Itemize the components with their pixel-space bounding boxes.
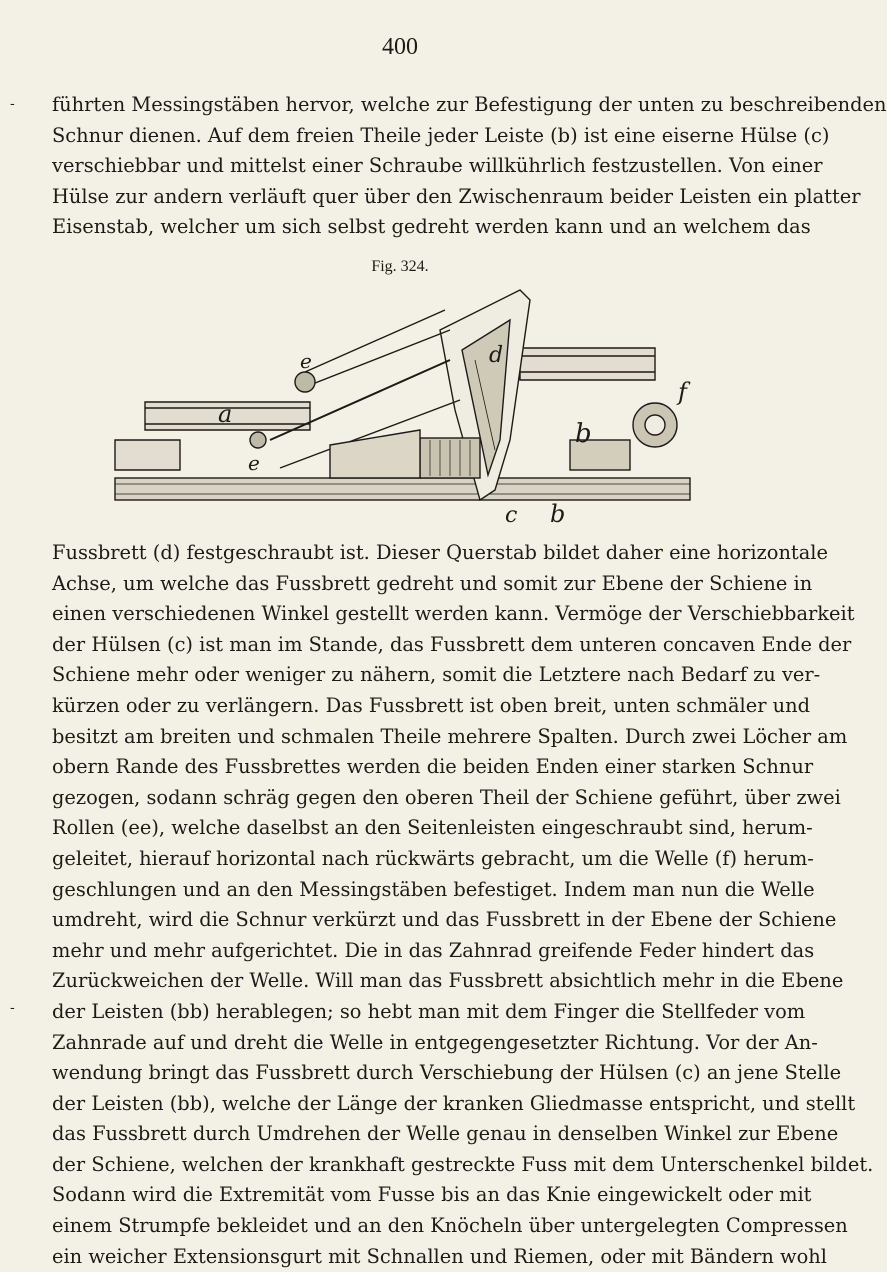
label-e-upper: e (300, 349, 312, 373)
text-line: Rollen (ee), welche daselbst an den Seitenleisten eingeschraubt sind, herum- (52, 816, 813, 840)
text-line: Schiene mehr oder weniger zu nähern, somit die Letztere nach Bedarf zu ver- (52, 663, 821, 687)
paragraph-bottom (52, 538, 874, 1272)
text-line: besitzt am breiten und schmalen Theile mehrere Spalten. Durch zwei Löcher am (52, 724, 848, 748)
label-f: f (678, 378, 687, 406)
roller-lower (250, 432, 266, 448)
paragraph-top (52, 90, 887, 243)
text-line: Zahnrade auf und dreht die Welle in entgegengesetzter Richtung. Vor der An- (52, 1030, 818, 1054)
label-e-lower: e (248, 451, 260, 475)
text-line: ein weicher Extensionsgurt mit Schnallen und Riemen, oder mit Bändern wohl (52, 1244, 827, 1268)
text-line: das Fussbrett durch Umdrehen der Welle genau in denselben Winkel zur Ebene (52, 1122, 839, 1146)
margin-mark: - (10, 96, 15, 112)
text-line: der Leisten (bb) herablegen; so hebt man mit dem Finger die Stellfeder vom (52, 999, 806, 1023)
label-b-lower: b (550, 500, 566, 528)
label-b-upper: b (575, 419, 592, 449)
page-number: 400 (382, 34, 418, 60)
text-line: geleitet, hierauf horizontal nach rückwärts gebracht, um die Welle (f) herum- (52, 846, 814, 870)
text-line: Eisenstab, welcher um sich selbst gedreht werden kann und an welchem das (52, 215, 811, 239)
margin-mark: - (10, 1000, 15, 1016)
cord-upper (305, 310, 445, 372)
text-line: Achse, um welche das Fussbrett gedreht und somit zur Ebene der Schiene in (52, 571, 813, 595)
label-a: a (218, 400, 233, 428)
text-line: verschiebbar und mittelst einer Schraube willkührlich festzustellen. Von einer (52, 154, 823, 178)
text-line: der Leisten (bb), welche der Länge der kranken Gliedmasse entspricht, und stellt (52, 1091, 856, 1115)
label-d: d (489, 343, 504, 368)
upper-rail-right (520, 348, 655, 380)
lower-rail (115, 478, 690, 500)
text-line: Zurückweichen der Welle. Will man das Fussbrett absichtlich mehr in die Ebene (52, 969, 844, 993)
text-line: Sodann wird die Extremität vom Fusse bis an das Knie eingewickelt oder mit (52, 1183, 812, 1207)
text-line: wendung bringt das Fussbrett durch Verschiebung der Hülsen (c) an jene Stelle (52, 1061, 842, 1085)
text-line: Fussbrett (d) festgeschraubt ist. Dieser Querstab bildet daher eine horizontale (52, 541, 828, 564)
text-line: gezogen, sodann schräg gegen den oberen Theil der Schiene geführt, über zwei (52, 785, 841, 809)
text-line: der Schiene, welchen der krankhaft gestreckte Fuss mit dem Unterschenkel bildet. (52, 1152, 874, 1176)
text-line: Schnur dienen. Auf dem freien Theile jeder Leiste (b) ist eine eiserne Hülse (c) (52, 123, 830, 147)
text-line: umdreht, wird die Schnur verkürzt und das Fussbrett in der Ebene der Schiene (52, 908, 837, 932)
text-line: kürzen oder zu verlängern. Das Fussbrett ist oben breit, unten schmäler und (52, 693, 811, 717)
text-line: mehr und mehr aufgerichtet. Die in das Zahnrad greifende Feder hindert das (52, 938, 815, 962)
text-line: der Hülsen (c) ist man im Stande, das Fussbrett dem unteren concaven Ende der (52, 632, 852, 656)
text-line: Hülse zur andern verläuft quer über den Zwischenraum beider Leisten ein platter (52, 184, 861, 208)
figure-caption: Fig. 324. (371, 258, 429, 275)
text-line: einem Strumpfe bekleidet und an den Knöcheln über untergelegten Compressen (52, 1214, 848, 1238)
label-c: c (505, 503, 518, 528)
figure-324-illustration (100, 290, 700, 530)
text-line: einen verschiedenen Winkel gestellt werden kann. Vermöge der Verschiebbarkeit (52, 602, 855, 626)
text-line: führten Messingstäben hervor, welche zur Befestigung der unten zu beschreibenden (52, 93, 887, 116)
roller-upper (295, 372, 315, 392)
text-line: obern Rande des Fussbrettes werden die beiden Enden einer starken Schnur (52, 755, 814, 779)
text-line: geschlungen und an den Messingstäben befestiget. Indem man nun die Welle (52, 877, 815, 901)
